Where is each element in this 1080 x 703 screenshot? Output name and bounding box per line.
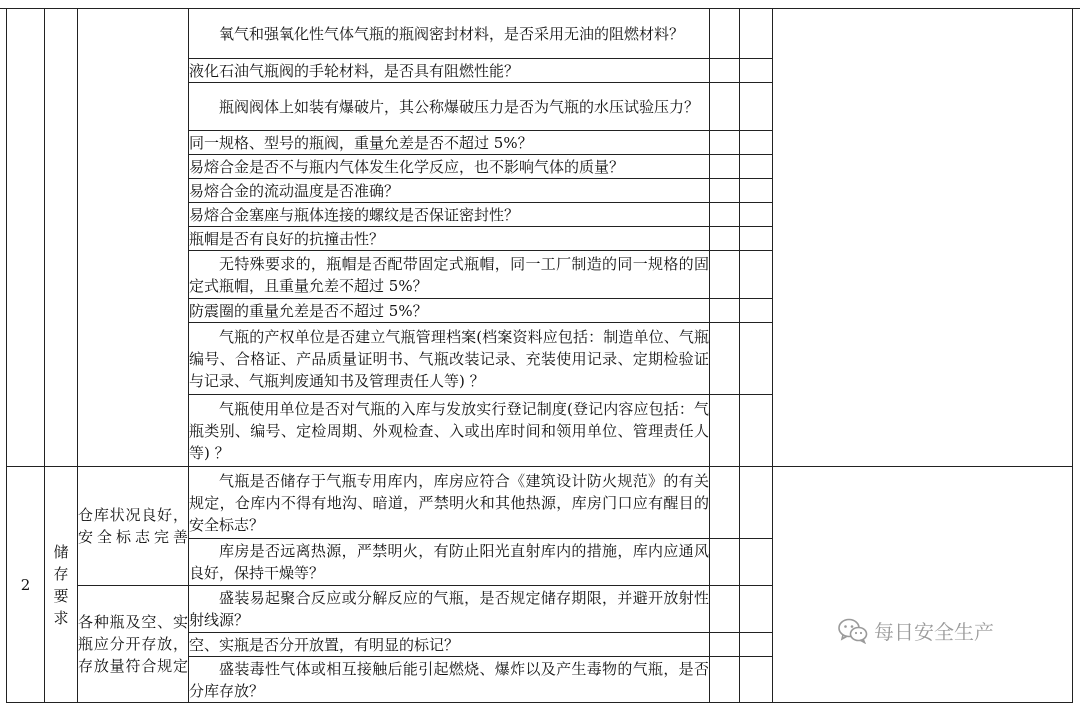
check-yes-cell[interactable] [710, 83, 740, 131]
check-item: 气瓶的产权单位是否建立气瓶管理档案(档案资料应包括：制造单位、气瓶编号、合格证、产品质量证明书、气瓶改装记录、充装使用记录、定期检验证与记录、气瓶判废通知书及管理责任人等) ？ [189, 323, 710, 395]
section-number: 2 [7, 467, 45, 703]
check-no-cell[interactable] [740, 657, 773, 703]
subcategory-label: 各种瓶及空、实瓶应分开存放，存放量符合规定 [78, 586, 189, 703]
check-no-cell[interactable] [740, 251, 773, 299]
wechat-icon [838, 618, 868, 644]
remarks-cell[interactable] [773, 467, 1073, 703]
table-row [7, 9, 1073, 59]
check-item: 易熔合金的流动温度是否准确？ [189, 179, 710, 203]
check-yes-cell[interactable] [710, 467, 740, 539]
check-item: 液化石油气瓶阀的手轮材料，是否具有阻燃性能？ [189, 59, 710, 83]
check-no-cell[interactable] [740, 539, 773, 586]
number-cell [7, 9, 45, 467]
check-yes-cell[interactable] [710, 395, 740, 467]
check-no-cell[interactable] [740, 633, 773, 657]
check-item: 无特殊要求的，瓶帽是否配带固定式瓶帽，同一工厂制造的同一规格的固定式瓶帽，且重量允差不超过 5%？ [189, 251, 710, 299]
check-item: 气瓶使用单位是否对气瓶的入库与发放实行登记制度(登记内容应包括：气瓶类别、编号、定检周期、外观检查、入或出库时间和领用单位、管理责任人等) ？ [189, 395, 710, 467]
category-cell [45, 9, 78, 467]
check-yes-cell[interactable] [710, 323, 740, 395]
check-yes-cell[interactable] [710, 633, 740, 657]
subcategory-label: 仓库状况良好，安全标志完善 [78, 467, 189, 586]
subcategory-cell [78, 9, 189, 467]
check-item: 防震圈的重量允差是否不超过 5%？ [189, 299, 710, 323]
check-item: 同一规格、型号的瓶阀，重量允差是否不超过 5%？ [189, 131, 710, 155]
check-item: 易熔合金塞座与瓶体连接的螺纹是否保证密封性？ [189, 203, 710, 227]
watermark-text: 每日安全生产 [874, 620, 994, 644]
check-item: 易熔合金是否不与瓶内气体发生化学反应，也不影响气体的质量？ [189, 155, 710, 179]
check-no-cell[interactable] [740, 131, 773, 155]
check-yes-cell[interactable] [710, 9, 740, 59]
check-no-cell[interactable] [740, 467, 773, 539]
safety-checklist-table [6, 8, 1073, 703]
check-yes-cell[interactable] [710, 539, 740, 586]
section-category [45, 467, 78, 703]
check-item: 瓶阀阀体上如装有爆破片，其公称爆破压力是否为气瓶的水压试验压力？ [189, 83, 710, 131]
check-no-cell[interactable] [740, 179, 773, 203]
watermark [838, 616, 994, 645]
check-yes-cell[interactable] [710, 179, 740, 203]
check-no-cell[interactable] [740, 203, 773, 227]
check-yes-cell[interactable] [710, 657, 740, 703]
check-yes-cell[interactable] [710, 251, 740, 299]
check-no-cell[interactable] [740, 227, 773, 251]
check-item: 瓶帽是否有良好的抗撞击性？ [189, 227, 710, 251]
check-item: 空、实瓶是否分开放置，有明显的标记？ [189, 633, 710, 657]
check-yes-cell[interactable] [710, 227, 740, 251]
check-no-cell[interactable] [740, 395, 773, 467]
check-item: 盛装毒性气体或相互接触后能引起燃烧、爆炸以及产生毒物的气瓶，是否分库存放？ [189, 657, 710, 703]
check-no-cell[interactable] [740, 586, 773, 633]
check-no-cell[interactable] [740, 83, 773, 131]
check-no-cell[interactable] [740, 323, 773, 395]
check-item: 盛装易起聚合反应或分解反应的气瓶，是否规定储存期限，并避开放射性射线源？ [189, 586, 710, 633]
check-item: 库房是否远离热源，严禁明火，有防止阳光直射库内的措施，库内应通风良好，保持干燥等？ [189, 539, 710, 586]
check-no-cell[interactable] [740, 155, 773, 179]
check-yes-cell[interactable] [710, 131, 740, 155]
table-row [7, 467, 1073, 539]
check-no-cell[interactable] [740, 299, 773, 323]
check-item: 气瓶是否储存于气瓶专用库内，库房应符合《建筑设计防火规范》的有关规定，仓库内不得有地沟、暗道，严禁明火和其他热源，库房门口应有醒目的安全标志？ [189, 467, 710, 539]
check-yes-cell[interactable] [710, 203, 740, 227]
category-label: 储存要求 [53, 542, 69, 627]
check-yes-cell[interactable] [710, 155, 740, 179]
remarks-cell[interactable] [773, 9, 1073, 467]
check-no-cell[interactable] [740, 59, 773, 83]
check-no-cell[interactable] [740, 9, 773, 59]
check-yes-cell[interactable] [710, 299, 740, 323]
check-yes-cell[interactable] [710, 586, 740, 633]
check-item: 氧气和强氧化性气体气瓶的瓶阀密封材料，是否采用无油的阻燃材料？ [189, 9, 710, 59]
check-yes-cell[interactable] [710, 59, 740, 83]
